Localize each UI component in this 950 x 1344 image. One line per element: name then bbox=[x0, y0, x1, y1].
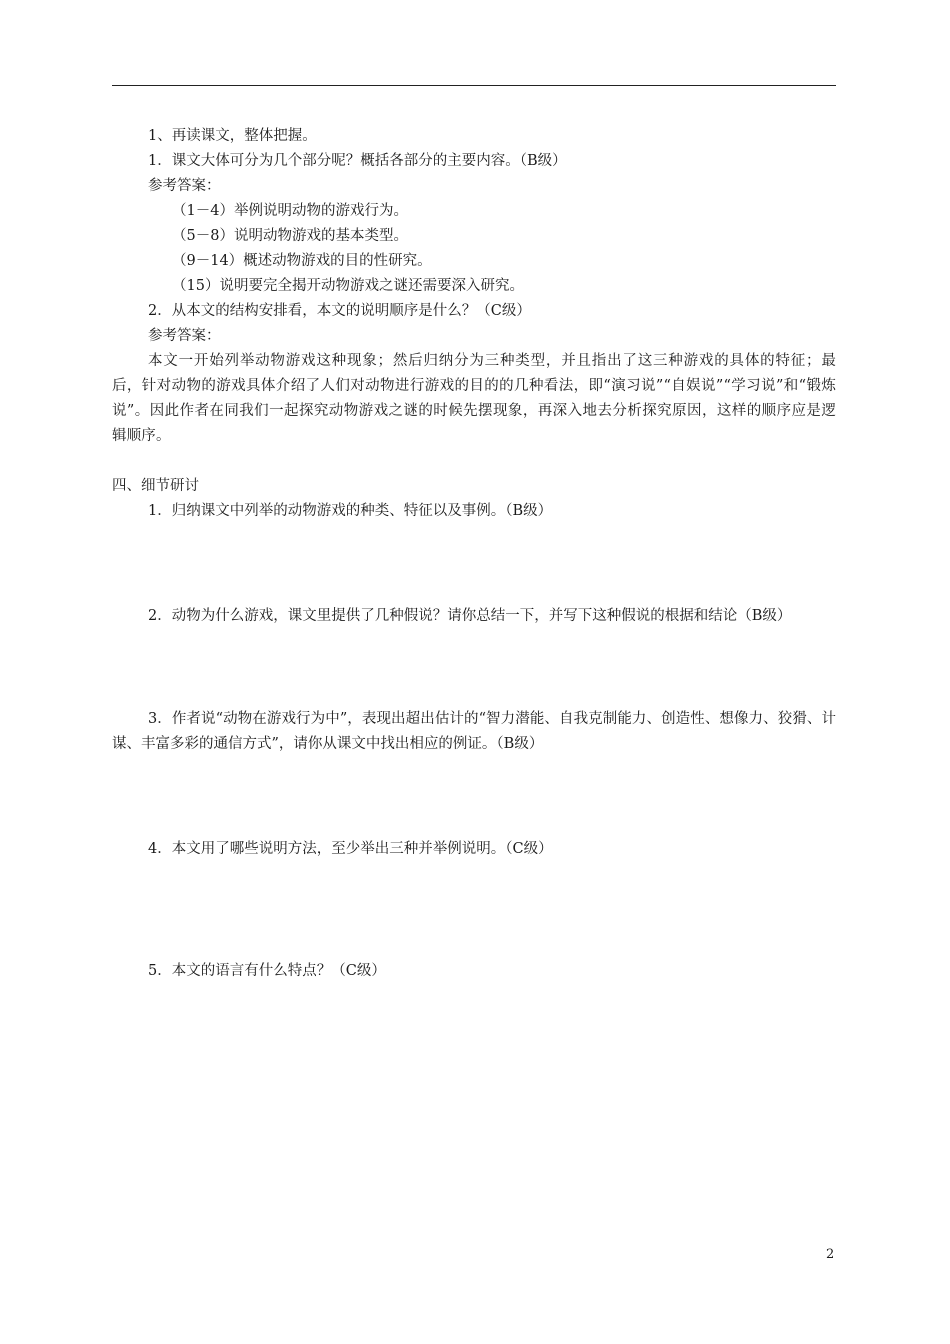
section-heading-details: 四、细节研讨 bbox=[112, 478, 199, 494]
answer-space bbox=[112, 757, 836, 837]
section-heading-reread: 1、再读课文，整体把握。 bbox=[148, 128, 317, 144]
page-content bbox=[112, 124, 836, 984]
detail-question-2: 2．动物为什么游戏，课文里提供了几种假说？请你总结一下，并写下这种假说的根据和结论（B级） bbox=[148, 608, 792, 624]
page-number: 2 bbox=[826, 1247, 835, 1262]
header-rule bbox=[112, 85, 836, 86]
answer-item: （1－4）举例说明动物的游戏行为。 bbox=[172, 203, 408, 219]
answer-label-2: 参考答案： bbox=[148, 328, 221, 344]
detail-question-5: 5．本文的语言有什么特点？（C级） bbox=[148, 963, 386, 979]
answer-space bbox=[112, 862, 836, 959]
spacer bbox=[112, 449, 836, 474]
question-1: 1．课文大体可分为几个部分呢？概括各部分的主要内容。（B级） bbox=[148, 153, 567, 169]
answer-paragraph: 本文一开始列举动物游戏这种现象；然后归纳分为三种类型，并且指出了这三种游戏的具体的特征；最后，针对动物的游戏具体介绍了人们对动物进行游戏的目的的几种看法，即“演习说”“自娱说”“学习说”和“锻炼说”。因此作者在同我们一起探究动物游戏之谜的时候先摆现象，再深入地去分析探究原因，这样的顺序应是逻辑顺序。 bbox=[112, 353, 836, 444]
detail-question-1: 1．归纳课文中列举的动物游戏的种类、特征以及事例。（B级） bbox=[148, 503, 553, 519]
detail-question-3: 3．作者说“动物在游戏行为中”，表现出超出估计的“智力潜能、自我克制能力、创造性、想像力、狡猾、计谋、丰富多彩的通信方式”，请你从课文中找出相应的例证。（B级） bbox=[112, 711, 836, 752]
answer-space bbox=[112, 524, 836, 604]
question-2: 2．从本文的结构安排看，本文的说明顺序是什么？（C级） bbox=[148, 303, 531, 319]
answer-space bbox=[112, 629, 836, 707]
answer-label-1: 参考答案： bbox=[148, 178, 221, 194]
detail-question-4: 4．本文用了哪些说明方法，至少举出三种并举例说明。（C级） bbox=[148, 841, 553, 857]
answer-item: （15）说明要完全揭开动物游戏之谜还需要深入研究。 bbox=[172, 278, 524, 294]
answer-item: （5－8）说明动物游戏的基本类型。 bbox=[172, 228, 408, 244]
answer-item: （9－14）概述动物游戏的目的性研究。 bbox=[172, 253, 432, 269]
